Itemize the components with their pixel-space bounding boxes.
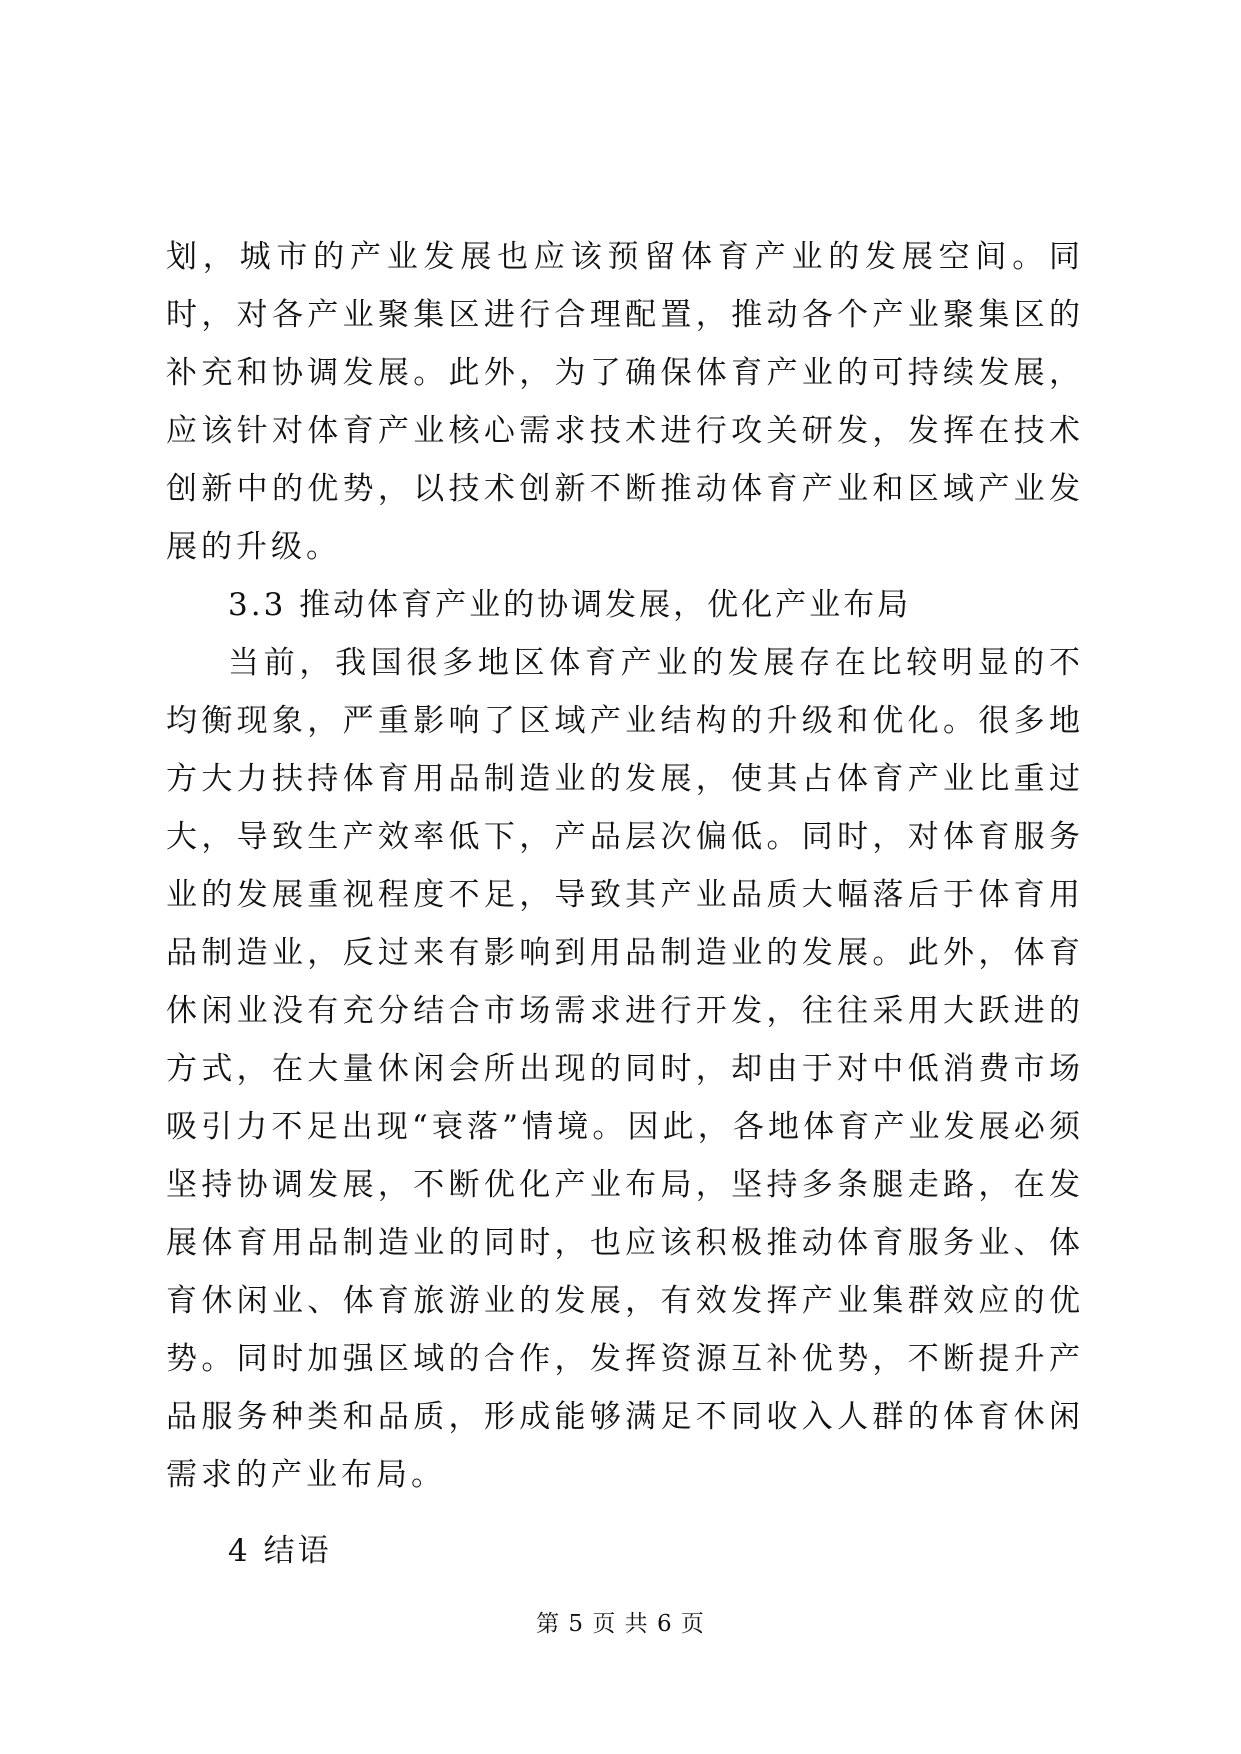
- section-heading-4: 4 结语: [228, 1533, 332, 1569]
- section-3-3-body: 当前，我国很多地区体育产业的发展存在比较明显的不均衡现象，严重影响了区域产业结构的升级和优化。很多地方大力扶持体育用品制造业的发展，使其占体育产业比重过大，导致生产效率低下，产品层次偏低。同时，对体育服务业的发展重视程度不足，导致其产业品质大幅落后于体育用品制造业，反过来有影响到用品制造业的发展。此外，体育休闲业没有充分结合市场需求进行开发，往往采用大跃进的方式，在大量休闲会所出现的同时，却由于对中低消费市场吸引力不足出现“衰落”情境。因此，各地体育产业发展必须坚持协调发展，不断优化产业布局，坚持多条腿走路，在发展体育用品制造业的同时，也应该积极推动体育服务业、体育休闲业、体育旅游业的发展，有效发挥产业集群效应的优势。同时加强区域的合作，发挥资源互补优势，不断提升产品服务种类和品质，形成能够满足不同收入人群的体育休闲需求的产业布局。: [166, 645, 1084, 1493]
- section-spacer: [166, 1504, 1084, 1510]
- page-number-footer: 第 5 页 共 6 页: [536, 1611, 705, 1637]
- paragraph-continuation: 划，城市的产业发展也应该预留体育产业的发展空间。同时，对各产业聚集区进行合理配置，推动各个产业聚集区的补充和协调发展。此外，为了确保体育产业的可持续发展，应该针对体育产业核心需求技术进行攻关研发，发挥在技术创新中的优势，以技术创新不断推动体育产业和区域产业发展的升级。: [166, 239, 1084, 565]
- document-body: [166, 228, 1084, 1580]
- section-heading-3-3: 3.3 推动体育产业的协调发展，优化产业布局: [228, 587, 912, 623]
